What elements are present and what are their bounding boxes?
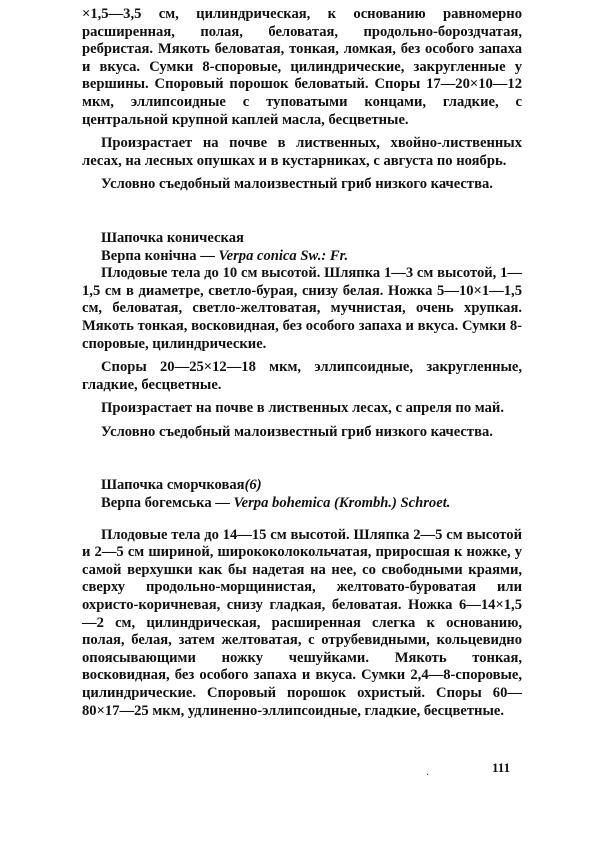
species-1-edibility: Условно съедобный малоизвестный гриб низкого качества.	[101, 423, 493, 440]
species-1-subheading	[82, 248, 522, 266]
species-1-spores: Споры 20—25×12—18 мкм, эллипсоидные, закругленные, гладкие, бесцветные.	[82, 359, 522, 393]
species-1-name-ru: Шапочка коническая	[101, 229, 244, 246]
species-1-name-uk: Верпа конічна —	[101, 247, 215, 264]
species-2-name-uk: Верпа богемська —	[101, 495, 230, 512]
intro-description: ×1,5—3,5 см, цилиндрическая, к основанию равномерно расширенная, полая, беловатая, продольно-бороздчатая, ребристая. Мякоть беловатая, тонкая, ломкая, без особого запаха и вкуса. Сумки 8-споровые, цилиндрические, закругленные у вершины. Споровый порошок беловатый. Споры 17—20×10—12 мкм, эллипсоидные с туповатыми концами, гладкие, с центральной крупной каплей масла, бесцветные.	[82, 6, 522, 128]
text-column	[82, 6, 522, 720]
species-1-description: Плодовые тела до 10 см высотой. Шляпка 1—3 см высотой, 1—1,5 см в диаметре, светло-бурая, снизу белая. Ножка 5—10×1—1,5 см, беловатая, светло-желтоватая, мучнистая, очень хрупкая. Мякоть тонкая, восковидная, без особого запаха и вкуса. Сумки 8-споровые, цилиндрические.	[82, 265, 522, 352]
species-2-footnote: (6)	[244, 477, 262, 494]
species-2-description: Плодовые тела до 14—15 см высотой. Шляпка 2—5 см высотой и 2—5 см шириной, ширококолокольчатая, приросшая к ножке, у самой верхушки как бы надетая на нее, со свободными краями, сверху продольно-морщинистая, желтовато-буроватая или охристо-коричневая, снизу гладкая, беловатая. Ножка 6—14×1,5—2 см, цилиндрическая, расширенная слегка к основанию, полая, белая, затем желтоватая, с отрубевидными, кольцевидно опоясывающими ножку чешуйками. Мякоть тонкая, восковидная, без особого запаха и вкуса. Сумки 2,4—8-споровые, цилиндрические. Споровый порошок охристый. Споры 60—80×17—25 мкм, удлиненно-эллипсоидные, гладкие, бесцветные.	[82, 526, 522, 719]
page-number: 111	[492, 760, 511, 775]
print-speck: ·	[426, 770, 430, 781]
species-1-heading	[82, 230, 522, 248]
intro-edibility: Условно съедобный малоизвестный гриб низкого качества.	[101, 176, 493, 193]
species-2-subheading	[82, 495, 522, 513]
species-2-heading	[82, 477, 522, 495]
species-1-habitat: Произрастает на почве в лиственных лесах, с апреля по май.	[101, 400, 504, 417]
intro-habitat: Произрастает на почве в лиственных, хвойно-лиственных лесах, на лесных опушках и в кустарниках, с августа по ноябрь.	[82, 135, 522, 169]
species-2-name-ru: Шапочка сморчковая	[101, 477, 245, 494]
species-1-name-latin: Verpa conica Sw.: Fr.	[218, 247, 349, 264]
species-2-name-latin: Verpa bohemica (Krombh.) Schroet.	[233, 495, 451, 512]
